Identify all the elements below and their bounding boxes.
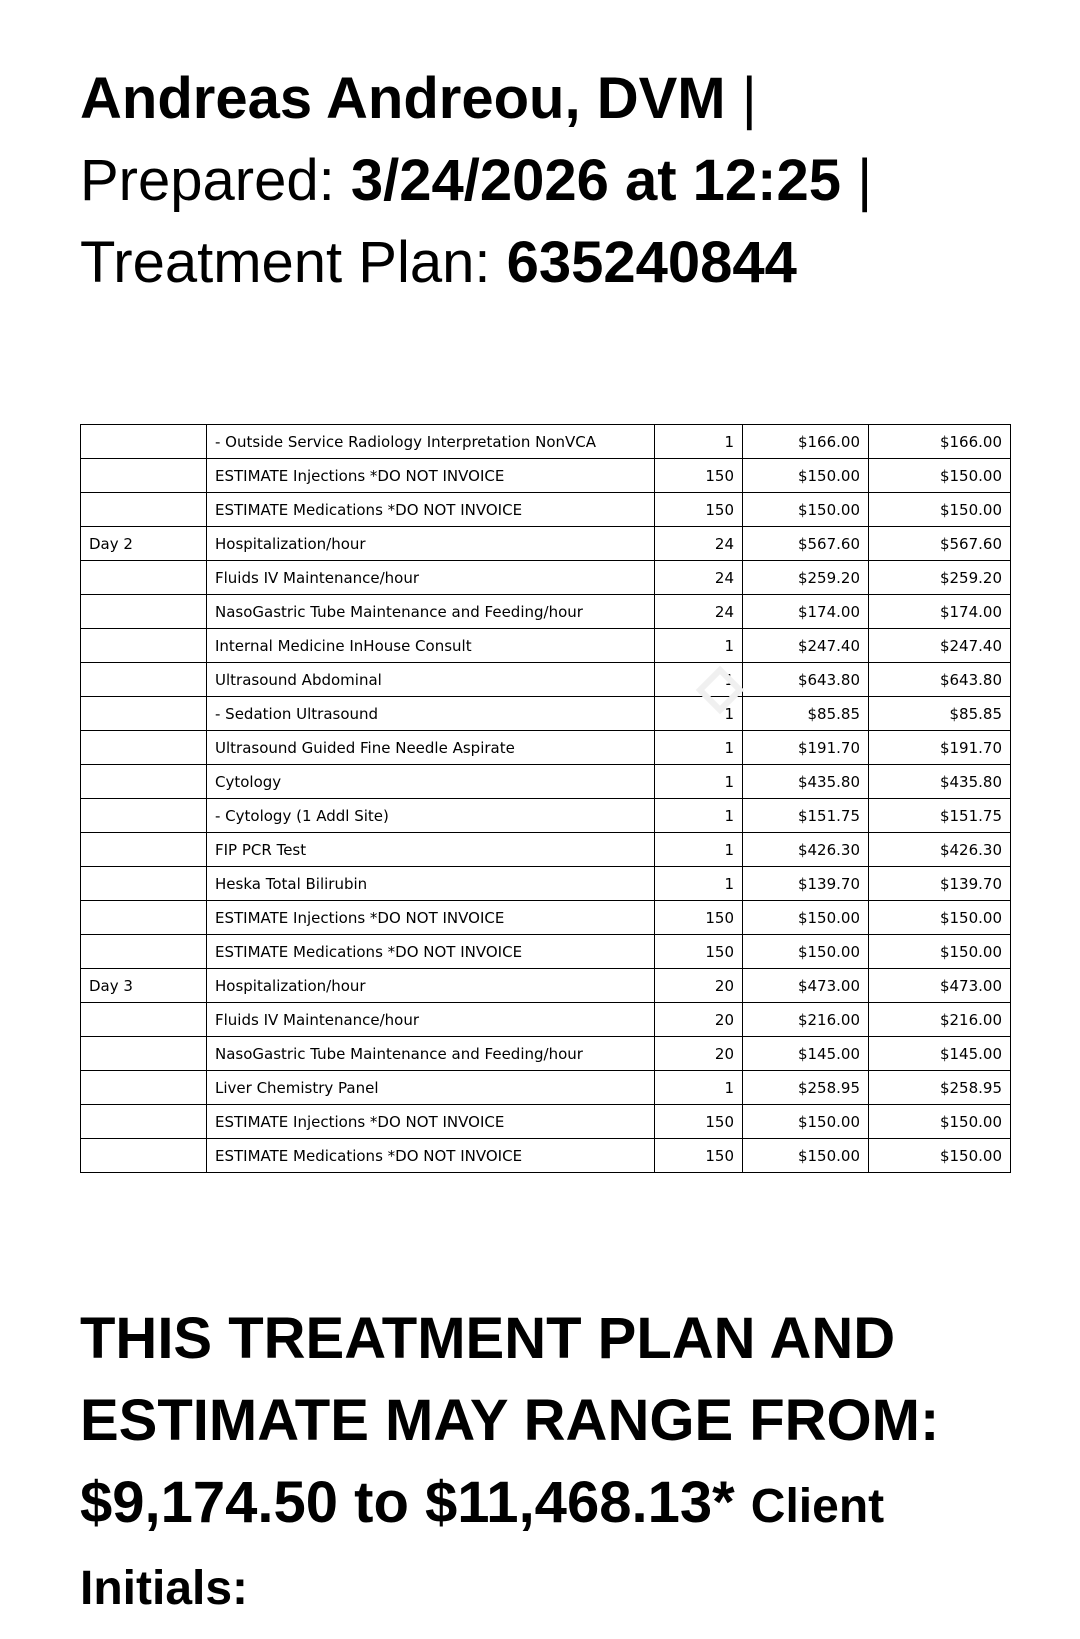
table-row	[81, 799, 1011, 833]
day-cell: Day 2	[81, 527, 207, 561]
unit-price-cell: $150.00	[743, 493, 869, 527]
quantity-cell: 1	[655, 799, 743, 833]
total-cell: $151.75	[869, 799, 1011, 833]
day-cell	[81, 697, 207, 731]
description-cell: ESTIMATE Medications *DO NOT INVOICE	[207, 493, 655, 527]
total-cell: $247.40	[869, 629, 1011, 663]
unit-price-cell: $426.30	[743, 833, 869, 867]
page-header	[80, 58, 1040, 304]
description-cell: FIP PCR Test	[207, 833, 655, 867]
table-row	[81, 867, 1011, 901]
description-cell: Hospitalization/hour	[207, 969, 655, 1003]
table-row	[81, 425, 1011, 459]
table-row	[81, 1037, 1011, 1071]
unit-price-cell: $151.75	[743, 799, 869, 833]
table-row	[81, 833, 1011, 867]
description-cell: Cytology	[207, 765, 655, 799]
quantity-cell: 24	[655, 595, 743, 629]
day-cell	[81, 1105, 207, 1139]
day-cell	[81, 561, 207, 595]
quantity-cell: 150	[655, 935, 743, 969]
day-cell	[81, 935, 207, 969]
table-row	[81, 935, 1011, 969]
treatment-plan-label: Treatment Plan:	[80, 230, 491, 295]
quantity-cell: 1	[655, 663, 743, 697]
table-row	[81, 1071, 1011, 1105]
table-row	[81, 493, 1011, 527]
quantity-cell: 150	[655, 459, 743, 493]
description-cell: Ultrasound Abdominal	[207, 663, 655, 697]
description-cell: Liver Chemistry Panel	[207, 1071, 655, 1105]
total-cell: $145.00	[869, 1037, 1011, 1071]
table-row	[81, 459, 1011, 493]
day-cell	[81, 595, 207, 629]
table-row	[81, 663, 1011, 697]
quantity-cell: 1	[655, 697, 743, 731]
total-cell: $567.60	[869, 527, 1011, 561]
description-cell: - Outside Service Radiology Interpretation NonVCA	[207, 425, 655, 459]
total-cell: $150.00	[869, 901, 1011, 935]
header-separator: |	[741, 66, 757, 131]
description-cell: ESTIMATE Injections *DO NOT INVOICE	[207, 901, 655, 935]
unit-price-cell: $145.00	[743, 1037, 869, 1071]
table-row	[81, 1139, 1011, 1173]
total-cell: $150.00	[869, 1105, 1011, 1139]
table-row	[81, 527, 1011, 561]
prepared-label: Prepared:	[80, 148, 335, 213]
table-row	[81, 629, 1011, 663]
quantity-cell: 1	[655, 1071, 743, 1105]
table-row	[81, 595, 1011, 629]
unit-price-cell: $567.60	[743, 527, 869, 561]
quantity-cell: 24	[655, 561, 743, 595]
total-cell: $258.95	[869, 1071, 1011, 1105]
treatment-plan-rows	[81, 425, 1011, 1173]
table-row	[81, 697, 1011, 731]
day-cell	[81, 765, 207, 799]
quantity-cell: 150	[655, 493, 743, 527]
unit-price-cell: $643.80	[743, 663, 869, 697]
quantity-cell: 20	[655, 1003, 743, 1037]
quantity-cell: 20	[655, 969, 743, 1003]
total-cell: $435.80	[869, 765, 1011, 799]
total-cell: $139.70	[869, 867, 1011, 901]
description-cell: NasoGastric Tube Maintenance and Feeding/hour	[207, 1037, 655, 1071]
quantity-cell: 20	[655, 1037, 743, 1071]
description-cell: NasoGastric Tube Maintenance and Feeding/hour	[207, 595, 655, 629]
total-cell: $426.30	[869, 833, 1011, 867]
unit-price-cell: $258.95	[743, 1071, 869, 1105]
table-row	[81, 765, 1011, 799]
estimate-range-statement	[80, 1298, 1040, 1630]
quantity-cell: 150	[655, 1105, 743, 1139]
treatment-plan-table	[80, 424, 1011, 1173]
client-label: Client	[750, 1480, 885, 1533]
unit-price-cell: $85.85	[743, 697, 869, 731]
description-cell: Fluids IV Maintenance/hour	[207, 561, 655, 595]
day-cell	[81, 867, 207, 901]
description-cell: Fluids IV Maintenance/hour	[207, 1003, 655, 1037]
quantity-cell: 1	[655, 867, 743, 901]
table-row	[81, 1105, 1011, 1139]
day-cell: Day 3	[81, 969, 207, 1003]
description-cell: ESTIMATE Injections *DO NOT INVOICE	[207, 459, 655, 493]
total-cell: $473.00	[869, 969, 1011, 1003]
total-cell: $150.00	[869, 493, 1011, 527]
total-cell: $174.00	[869, 595, 1011, 629]
unit-price-cell: $150.00	[743, 1105, 869, 1139]
client-initials-label: Initials:	[80, 1562, 249, 1615]
table-row	[81, 901, 1011, 935]
day-cell	[81, 1037, 207, 1071]
quantity-cell: 150	[655, 1139, 743, 1173]
footer-line-1: THIS TREATMENT PLAN AND	[80, 1306, 896, 1371]
doctor-name: Andreas Andreou, DVM	[80, 66, 726, 131]
day-cell	[81, 425, 207, 459]
footer-line-2: ESTIMATE MAY RANGE FROM:	[80, 1388, 940, 1453]
header-separator: |	[857, 148, 873, 213]
unit-price-cell: $191.70	[743, 731, 869, 765]
table-row	[81, 1003, 1011, 1037]
day-cell	[81, 663, 207, 697]
unit-price-cell: $150.00	[743, 1139, 869, 1173]
unit-price-cell: $150.00	[743, 459, 869, 493]
description-cell: - Sedation Ultrasound	[207, 697, 655, 731]
quantity-cell: 1	[655, 833, 743, 867]
unit-price-cell: $435.80	[743, 765, 869, 799]
unit-price-cell: $174.00	[743, 595, 869, 629]
day-cell	[81, 1071, 207, 1105]
day-cell	[81, 833, 207, 867]
prepared-date: 3/24/2026 at 12:25	[350, 148, 842, 213]
total-cell: $259.20	[869, 561, 1011, 595]
total-cell: $216.00	[869, 1003, 1011, 1037]
quantity-cell: 1	[655, 425, 743, 459]
table-row	[81, 969, 1011, 1003]
total-cell: $150.00	[869, 459, 1011, 493]
total-cell: $85.85	[869, 697, 1011, 731]
unit-price-cell: $259.20	[743, 561, 869, 595]
day-cell	[81, 731, 207, 765]
total-cell: $166.00	[869, 425, 1011, 459]
quantity-cell: 150	[655, 901, 743, 935]
description-cell: Heska Total Bilirubin	[207, 867, 655, 901]
unit-price-cell: $166.00	[743, 425, 869, 459]
table-row	[81, 731, 1011, 765]
day-cell	[81, 629, 207, 663]
total-cell: $150.00	[869, 935, 1011, 969]
total-cell: $150.00	[869, 1139, 1011, 1173]
description-cell: - Cytology (1 Addl Site)	[207, 799, 655, 833]
day-cell	[81, 493, 207, 527]
unit-price-cell: $216.00	[743, 1003, 869, 1037]
quantity-cell: 1	[655, 731, 743, 765]
description-cell: ESTIMATE Injections *DO NOT INVOICE	[207, 1105, 655, 1139]
day-cell	[81, 1139, 207, 1173]
description-cell: Internal Medicine InHouse Consult	[207, 629, 655, 663]
table-row	[81, 561, 1011, 595]
unit-price-cell: $139.70	[743, 867, 869, 901]
description-cell: Ultrasound Guided Fine Needle Aspirate	[207, 731, 655, 765]
description-cell: ESTIMATE Medications *DO NOT INVOICE	[207, 1139, 655, 1173]
estimate-range: $9,174.50 to $11,468.13*	[80, 1470, 735, 1535]
day-cell	[81, 901, 207, 935]
treatment-plan-number: 635240844	[506, 230, 797, 295]
total-cell: $643.80	[869, 663, 1011, 697]
description-cell: ESTIMATE Medications *DO NOT INVOICE	[207, 935, 655, 969]
quantity-cell: 24	[655, 527, 743, 561]
total-cell: $191.70	[869, 731, 1011, 765]
unit-price-cell: $150.00	[743, 935, 869, 969]
quantity-cell: 1	[655, 765, 743, 799]
day-cell	[81, 459, 207, 493]
unit-price-cell: $150.00	[743, 901, 869, 935]
day-cell	[81, 1003, 207, 1037]
description-cell: Hospitalization/hour	[207, 527, 655, 561]
footer-line-3	[80, 1462, 1040, 1548]
unit-price-cell: $473.00	[743, 969, 869, 1003]
quantity-cell: 1	[655, 629, 743, 663]
day-cell	[81, 799, 207, 833]
unit-price-cell: $247.40	[743, 629, 869, 663]
